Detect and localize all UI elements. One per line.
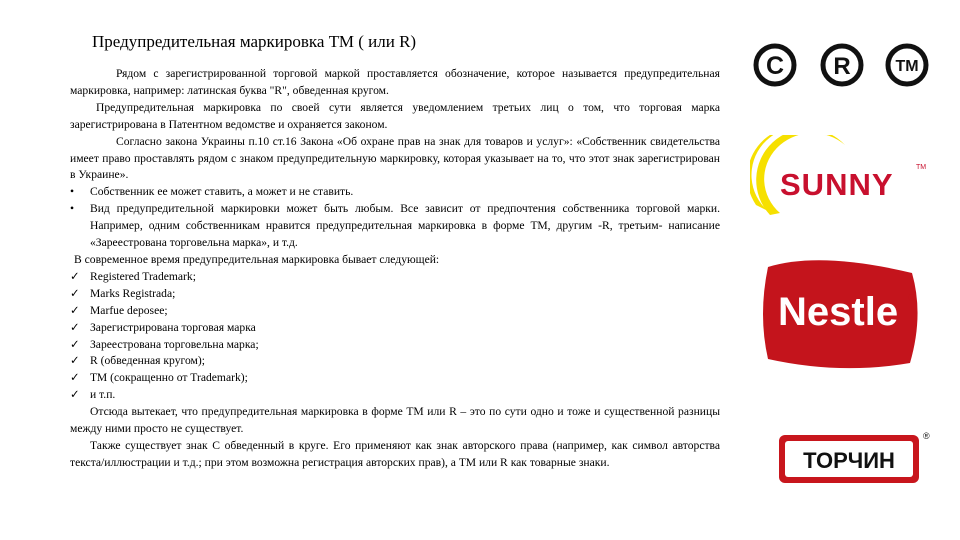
check-text: R (обведенная кругом); <box>90 354 205 368</box>
check-icon: ✓ <box>70 286 80 300</box>
check-item <box>70 320 720 337</box>
torchin-logo <box>775 425 935 489</box>
slide-title: Предупредительная маркировка ТМ ( или R) <box>92 32 417 51</box>
check-item <box>70 387 720 404</box>
bullet-icon: • <box>70 185 75 199</box>
check-item <box>70 269 720 286</box>
torchin-wordmark: ТОРЧИН <box>803 448 895 473</box>
check-icon: ✓ <box>70 388 80 402</box>
check-icon: ✓ <box>70 269 80 283</box>
bullet-item <box>70 184 720 201</box>
check-icon: ✓ <box>70 303 80 317</box>
copyright-symbol-icon <box>752 42 798 88</box>
paragraph: Согласно закона Украины п.10 ст.16 Закона «Об охране прав на знак для товаров и услуг»: «Собственник свидетельства имеет право проставлять рядом с знаком предупредительную маркировку, которая указывает на то, что этот знак зарегистрирован в Украине». <box>70 134 720 182</box>
check-item <box>70 337 720 354</box>
check-item <box>70 370 720 387</box>
registered-symbol-icon <box>819 42 865 88</box>
check-icon: ✓ <box>70 337 80 351</box>
paragraph: В современное время предупредительная маркировка бывает следующей: <box>74 252 440 266</box>
sunny-wordmark: SUNNY <box>780 167 894 202</box>
check-text: Registered Trademark; <box>90 269 196 283</box>
bullet-text: Собственник ее может ставить, а может и не ставить. <box>90 185 354 199</box>
paragraph: Также существует знак С обведенный в круге. Его применяют как знак авторского права (например, как символ авторства текста/иллюстрации и т.д.; при этом возможна регистрация авторских прав), а ТМ или R как товарные знаки. <box>70 438 720 469</box>
bullet-icon: • <box>70 202 75 216</box>
trademark-letters: TM <box>895 58 919 75</box>
sunny-tm: TM <box>916 164 927 171</box>
check-text: Зарегистрирована торговая марка <box>90 320 256 334</box>
check-icon: ✓ <box>70 354 80 368</box>
check-text: ТМ (сокращенно от Trademark); <box>90 371 248 385</box>
nestle-wordmark: Nestle <box>778 290 899 334</box>
registered-letter: R <box>833 53 851 80</box>
bullet-item <box>70 201 720 252</box>
paragraph: Рядом с зарегистрированной торговой маркой проставляется обозначение, которое называется предупредительная маркировка, например: латинская буква "R", обведенная кругом. <box>70 67 720 97</box>
check-icon: ✓ <box>70 320 80 334</box>
check-item <box>70 286 720 303</box>
sunny-logo <box>750 135 930 225</box>
torchin-registered: ® <box>923 431 930 441</box>
check-icon: ✓ <box>70 371 80 385</box>
check-text: Marfue deposee; <box>90 303 168 317</box>
check-item <box>70 303 720 320</box>
check-text: Marks Registrada; <box>90 286 176 300</box>
check-item <box>70 353 720 370</box>
check-text: и т.п. <box>90 388 116 402</box>
paragraph: Предупредительная маркировка по своей сути является уведомлением третьих лиц о том, что торговая марка зарегистрирована в Патентном ведомстве и охраняется законом. <box>70 100 720 131</box>
nestle-registered: ® <box>908 293 916 304</box>
trademark-symbol-icon <box>884 42 930 88</box>
body-text <box>70 66 720 472</box>
bullet-text: Вид предупредительной маркировки может быть любым. Все зависит от предпочтения собственника торговой марки. Например, одним собственникам нравится предупредительная маркировка в форме ТМ, другим -R, третьим- написание «Зареестрована торговельна марка», и т.д. <box>90 202 720 250</box>
paragraph: Отсюда вытекает, что предупредительная маркировка в форме ТМ или R – это по сути одно и тоже и существенной разницы между ними просто не существует. <box>70 405 720 436</box>
nestle-logo <box>760 255 930 375</box>
copyright-letter: C <box>765 52 785 80</box>
check-text: Зареестрована торговельна марка; <box>90 337 259 351</box>
